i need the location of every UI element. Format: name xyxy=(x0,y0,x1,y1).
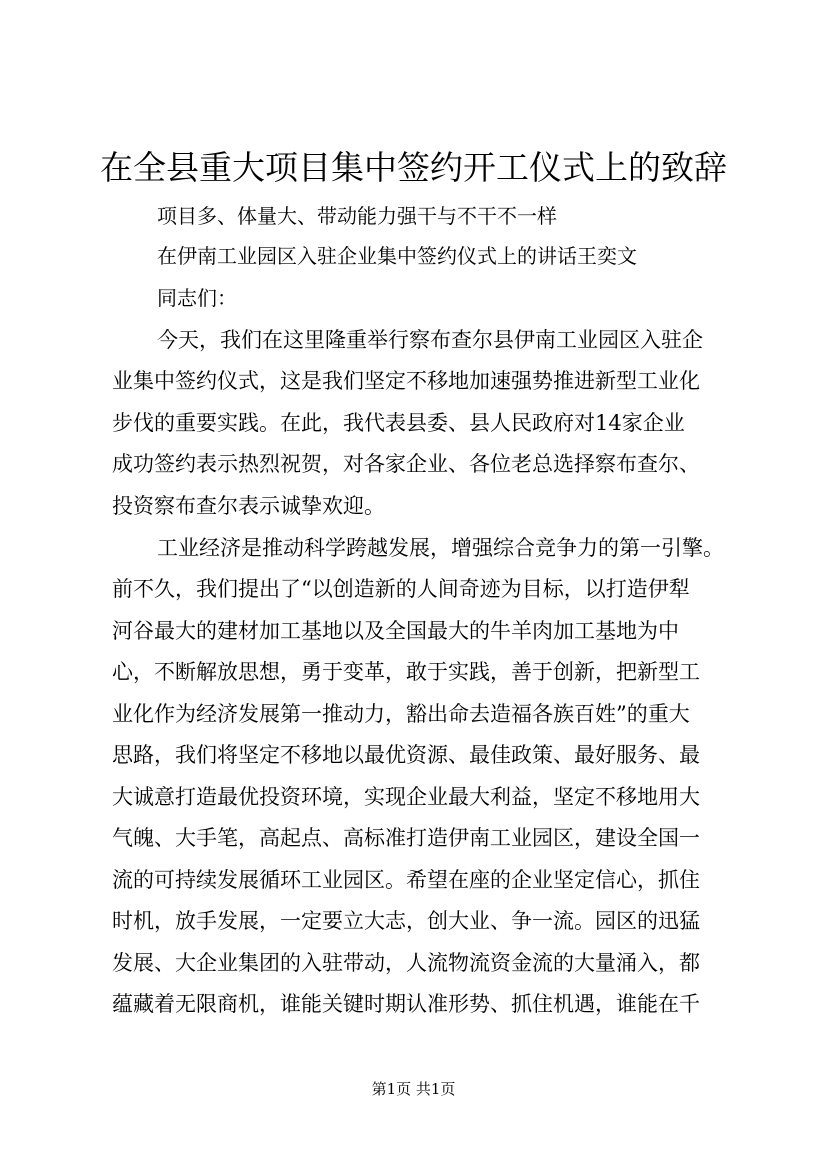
subtitle-line-1: 项目多、体量大、带动能力强干与不干不一样 xyxy=(157,204,557,228)
paragraph-line: 投资察布查尔表示诚挚欢迎。 xyxy=(112,494,385,518)
paragraph-line: 心，不断解放思想，勇于变革，敢于实践，善于创新，把新型工 xyxy=(112,660,700,684)
page-number: 第1页 共1页 xyxy=(371,1080,456,1098)
paragraph-line: 业化作为经济发展第一推动力，豁出命去造福各族百姓”的重大 xyxy=(112,702,690,726)
paragraph-line: 时机，放手发展，一定要立大志，创大业、争一流。园区的迅猛 xyxy=(112,909,700,933)
paragraph-line: 步伐的重要实践。在此，我代表县委、县人民政府对14家企业 xyxy=(112,411,685,435)
paragraph-line: 成功签约表示热烈祝贺，对各家企业、各位老总选择察布查尔、 xyxy=(112,452,700,476)
paragraph-line: 今天，我们在这里隆重举行察布查尔县伊南工业园区入驻企 xyxy=(157,328,703,352)
paragraph-line: 蕴藏着无限商机，谁能关键时期认准形势、抓住机遇，谁能在千 xyxy=(112,992,700,1016)
subtitle-line-2: 在伊南工业园区入驻企业集中签约仪式上的讲话王奕文 xyxy=(157,244,637,268)
paragraph-line: 业集中签约仪式，这是我们坚定不移地加速强势推进新型工业化 xyxy=(112,369,700,393)
paragraph-line: 气魄、大手笔，高起点、高标准打造伊南工业园区，建设全国一 xyxy=(112,826,700,850)
paragraph-line: 工业经济是推动科学跨越发展，增强综合竞争力的第一引擎。 xyxy=(157,536,724,560)
paragraph-line: 前不久，我们提出了“以创造新的人间奇迹为目标，以打造伊犁 xyxy=(112,577,690,601)
paragraph-line: 思路，我们将坚定不移地以最优资源、最佳政策、最好服务、最 xyxy=(112,743,700,767)
paragraph-line: 发展、大企业集团的入驻带动，人流物流资金流的大量涌入，都 xyxy=(112,951,700,975)
paragraph-line: 流的可持续发展循环工业园区。希望在座的企业坚定信心，抓住 xyxy=(112,868,700,892)
greeting: 同志们： xyxy=(157,286,237,310)
paragraph-line: 大诚意打造最优投资环境，实现企业最大利益，坚定不移地用大 xyxy=(112,785,700,809)
document-title: 在全县重大项目集中签约开工仪式上的致辞 xyxy=(100,148,727,187)
paragraph-line: 河谷最大的建材加工基地以及全国最大的牛羊肉加工基地为中 xyxy=(112,619,679,643)
